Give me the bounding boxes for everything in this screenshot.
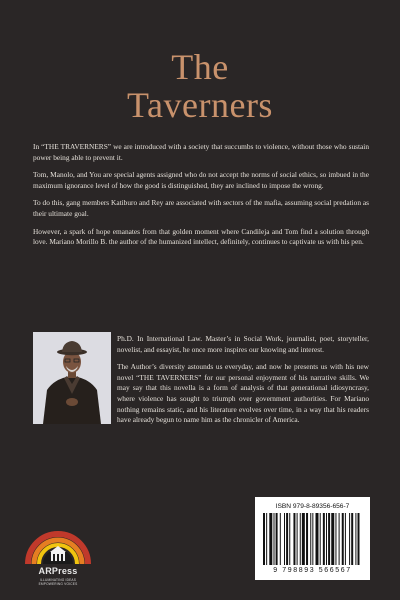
isbn-barcode bbox=[255, 497, 370, 580]
publisher-tagline-line-1: ILLUMINATING IDEAS bbox=[39, 578, 77, 582]
book-title-line-1: The bbox=[171, 47, 229, 87]
barcode-icon bbox=[263, 513, 362, 567]
author-bio bbox=[33, 334, 369, 433]
synopsis bbox=[33, 142, 369, 255]
author-bio-paragraph: The Author’s diversity astounds us everyday, and now he presents us with his new novel “THE TAVERNERS” for our personal enjoyment of his narrative skills. We may say that this novella is a form of analysis of that generational idiosyncrasy, where violence has sought to triumph over government authorities. For Mariano nothing remains static, and his literature evolves over time, in a way that his readers have already begun to name him as the chronicler of America. bbox=[117, 362, 369, 425]
publisher-tagline-line-2: EMPOWERING VOICES bbox=[38, 582, 78, 586]
synopsis-paragraph: To do this, gang members Katiburo and Rey are associated with sectors of the mafia, assuming social predation as their ultimate goal. bbox=[33, 198, 369, 218]
book-title-line-2: Taverners bbox=[127, 85, 273, 125]
isbn-label: ISBN 979-8-89356-656-7 bbox=[275, 503, 350, 510]
publisher-emblem-icon bbox=[22, 508, 94, 566]
synopsis-paragraph: In “THE TRAVERNERS” we are introduced with a society that succumbs to violence, without those who sustain power being able to prevent it. bbox=[33, 142, 369, 162]
barcode-digits: 9 798893 566567 bbox=[273, 567, 352, 574]
publisher-name: ARPress bbox=[38, 566, 78, 576]
synopsis-paragraph: Tom, Manolo, and You are special agents assigned who do not accept the norms of social ethics, so imbued in the maximum ignorance level of how the good is distinguished, they are inclined to impose the wrong. bbox=[33, 170, 369, 190]
synopsis-paragraph: However, a spark of hope emanates from that golden moment where Candileja and Tom find a solution through love. Mariano Morillo B. the author of the humanized intellect, definitely, continues to captivate us with his pen. bbox=[33, 226, 369, 247]
publisher-tagline bbox=[22, 578, 94, 586]
author-bio-paragraph: Ph.D. In International Law. Master’s in Social Work, journalist, poet, storyteller, novelist, and essayist, he once more inspires our knowing and interest. bbox=[117, 334, 369, 354]
